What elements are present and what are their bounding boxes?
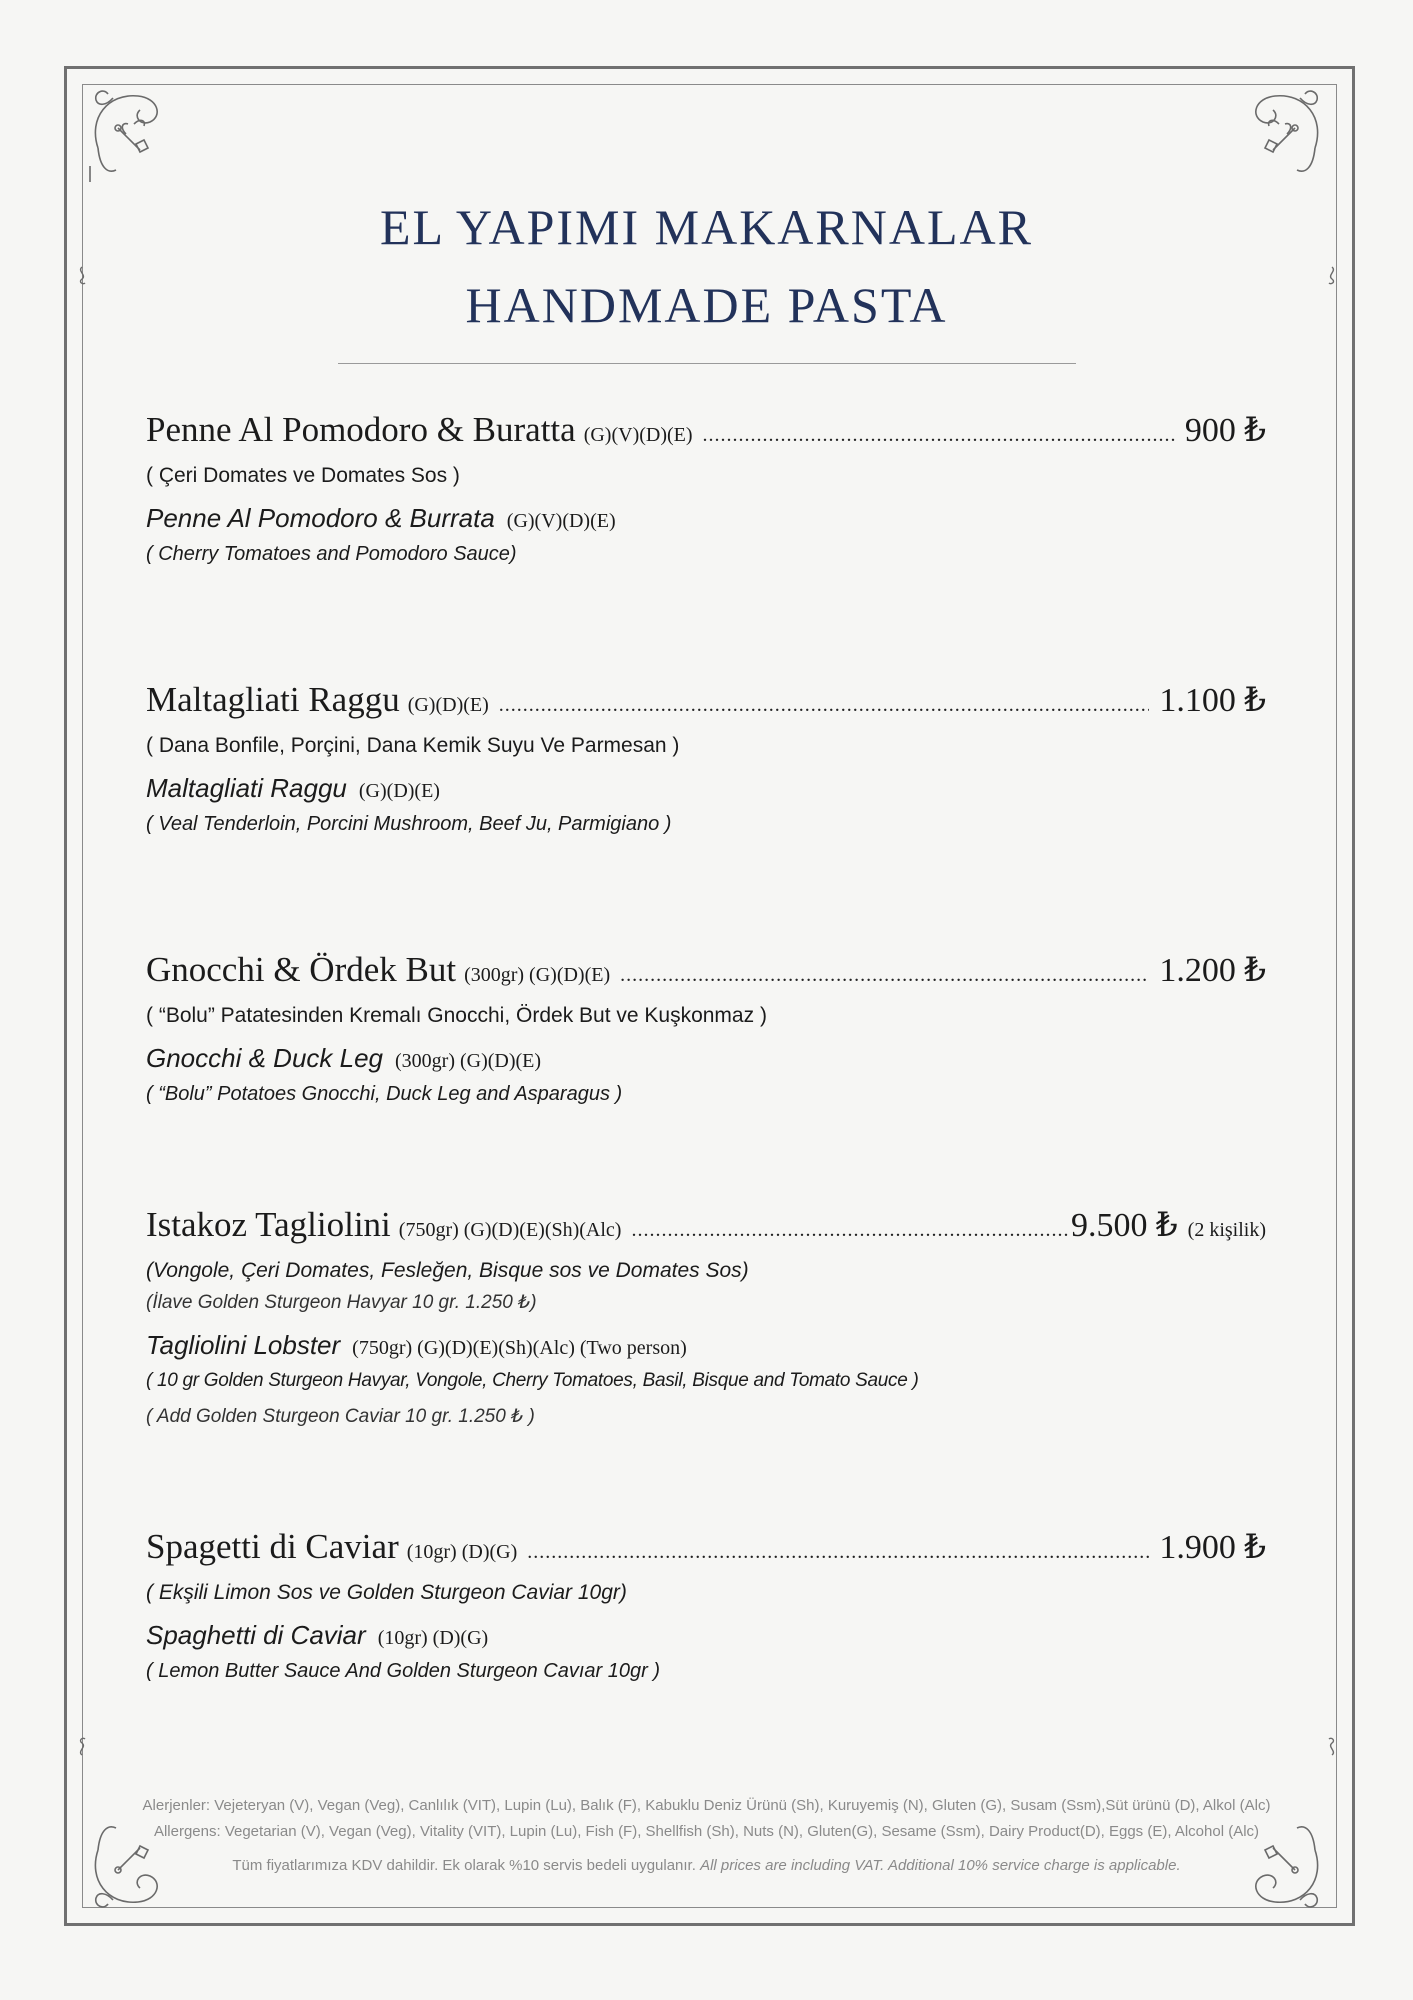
item-name-english: Tagliolini Lobster bbox=[146, 1330, 341, 1360]
item-price: 900 ₺ bbox=[1184, 412, 1266, 449]
item-allergen-codes-english: (G)(V)(D)(E) bbox=[506, 510, 616, 532]
item-english-row bbox=[146, 498, 1266, 538]
item-allergen-codes: (300gr) (G)(D)(E) bbox=[464, 964, 611, 986]
item-allergen-codes-english: (300gr) (G)(D)(E) bbox=[395, 1050, 542, 1072]
item-price: 1.100 ₺ bbox=[1159, 682, 1266, 719]
vat-notice bbox=[0, 1857, 1413, 1874]
corner-ornament-icon bbox=[1225, 78, 1335, 188]
vat-notice-english: All prices are including VAT. Additional 10% service charge is applicable. bbox=[700, 1857, 1181, 1874]
item-name: Spagetti di Caviar bbox=[146, 1527, 399, 1566]
item-description-english: ( Cherry Tomatoes and Pomodoro Sauce) bbox=[146, 543, 517, 565]
side-scroll-icon bbox=[1325, 1735, 1339, 1757]
item-price: 1.200 ₺ bbox=[1159, 952, 1266, 989]
item-name-english: Spaghetti di Caviar bbox=[146, 1620, 366, 1650]
item-name: Maltagliati Raggu bbox=[146, 680, 400, 719]
item-note-turkish: (İlave Golden Sturgeon Havyar 10 gr. 1.250 ₺) bbox=[146, 1292, 537, 1313]
item-english-row bbox=[146, 1325, 1266, 1365]
page-title-turkish: EL YAPIMI MAKARNALAR bbox=[380, 199, 1033, 255]
item-description-turkish: (Vongole, Çeri Domates, Fesleğen, Bisque sos ve Domates Sos) bbox=[146, 1259, 749, 1282]
item-allergen-codes-english: (10gr) (D)(G) bbox=[377, 1627, 489, 1649]
item-description-english: ( Veal Tenderloin, Porcini Mushroom, Beef Ju, Parmigiano ) bbox=[146, 813, 672, 835]
item-description-english: ( 10 gr Golden Sturgeon Havyar, Vongole, Cherry Tomatoes, Basil, Bisque and Tomato Sauce ) bbox=[146, 1370, 919, 1391]
allergen-legend-english: Allergens: Vegetarian (V), Vegan (Veg), Vitality (VIT), Lupin (Lu), Fish (F), Shellfish (Sh), Nuts (N), Gluten(G), Sesame (Ssm), Dairy Product(D), Eggs (E), Alcohol (Alc) bbox=[153, 1823, 1260, 1840]
item-name-english: Maltagliati Raggu bbox=[146, 773, 347, 803]
item-allergen-codes-english: (G)(D)(E) bbox=[358, 780, 440, 802]
item-description-english: ( “Bolu” Potatoes Gnocchi, Duck Leg and Asparagus ) bbox=[146, 1083, 623, 1105]
dot-leader bbox=[499, 694, 1150, 717]
side-scroll-icon bbox=[75, 1735, 89, 1757]
item-allergen-codes: (G)(D)(E) bbox=[407, 694, 489, 716]
item-allergen-codes: (G)(V)(D)(E) bbox=[583, 424, 693, 446]
item-english-row bbox=[146, 768, 1266, 808]
item-description-turkish: ( “Bolu” Patatesinden Kremalı Gnocchi, Ördek But ve Kuşkonmaz ) bbox=[146, 1004, 767, 1027]
menu-item-header bbox=[146, 950, 1266, 994]
menu-item-header bbox=[146, 680, 1266, 724]
item-description-english: ( Lemon Butter Sauce And Golden Sturgeon Cavıar 10gr ) bbox=[146, 1660, 660, 1682]
item-allergen-codes-english: (750gr) (G)(D)(E)(Sh)(Alc) (Two person) bbox=[352, 1337, 687, 1359]
dot-leader bbox=[620, 964, 1149, 987]
item-allergen-codes: (750gr) (G)(D)(E)(Sh)(Alc) bbox=[398, 1219, 622, 1241]
dot-leader bbox=[703, 424, 1175, 447]
item-description-turkish: ( Dana Bonfile, Porçini, Dana Kemik Suyu Ve Parmesan ) bbox=[146, 734, 680, 757]
item-name-english: Gnocchi & Duck Leg bbox=[146, 1043, 384, 1073]
item-name: Penne Al Pomodoro & Buratta bbox=[146, 410, 576, 449]
item-description-turkish: ( Çeri Domates ve Domates Sos ) bbox=[146, 464, 460, 487]
item-name: Gnocchi & Ördek But bbox=[146, 950, 457, 989]
menu-item-gnocchi bbox=[146, 950, 1266, 1110]
item-name-english: Penne Al Pomodoro & Burrata bbox=[146, 503, 495, 533]
item-english-row bbox=[146, 1615, 1266, 1655]
menu-item-header bbox=[146, 410, 1266, 454]
item-english-row bbox=[146, 1038, 1266, 1078]
dot-leader bbox=[631, 1219, 1069, 1242]
menu-item-header bbox=[146, 1205, 1266, 1249]
allergen-legend-turkish: Alerjenler: Vejeteryan (V), Vegan (Veg), Canlılık (VIT), Lupin (Lu), Balık (F), Kabuklu Deniz Ürünü (Sh), Kuruyemiş (N), Gluten (G), Susam (Ssm),Süt ürünü (D), Alkol (Alc) bbox=[142, 1797, 1271, 1814]
item-portion-note: (2 kişilik) bbox=[1187, 1219, 1266, 1241]
menu-item-lobster-tagliolini bbox=[146, 1205, 1266, 1433]
menu-item-maltagliati bbox=[146, 680, 1266, 840]
item-price: 9.500 ₺ bbox=[1071, 1207, 1178, 1244]
item-note-english: ( Add Golden Sturgeon Caviar 10 gr. 1.250 ₺ ) bbox=[146, 1406, 535, 1427]
vat-notice-turkish: Tüm fiyatlarımıza KDV dahildir. Ek olarak %10 servis bedeli uygulanır. bbox=[232, 1857, 696, 1874]
menu-item-header bbox=[146, 1527, 1266, 1571]
item-price: 1.900 ₺ bbox=[1159, 1529, 1266, 1566]
item-name: Istakoz Tagliolini bbox=[146, 1205, 391, 1244]
corner-ornament-icon bbox=[78, 78, 188, 188]
item-description-turkish: ( Ekşili Limon Sos ve Golden Sturgeon Caviar 10gr) bbox=[146, 1581, 627, 1604]
menu-item-penne bbox=[146, 410, 1266, 570]
dot-leader bbox=[527, 1541, 1149, 1564]
menu-item-spaghetti-caviar bbox=[146, 1527, 1266, 1687]
title-divider bbox=[338, 363, 1076, 364]
page-title-english: HANDMADE PASTA bbox=[465, 277, 948, 333]
item-allergen-codes: (10gr) (D)(G) bbox=[406, 1541, 518, 1563]
